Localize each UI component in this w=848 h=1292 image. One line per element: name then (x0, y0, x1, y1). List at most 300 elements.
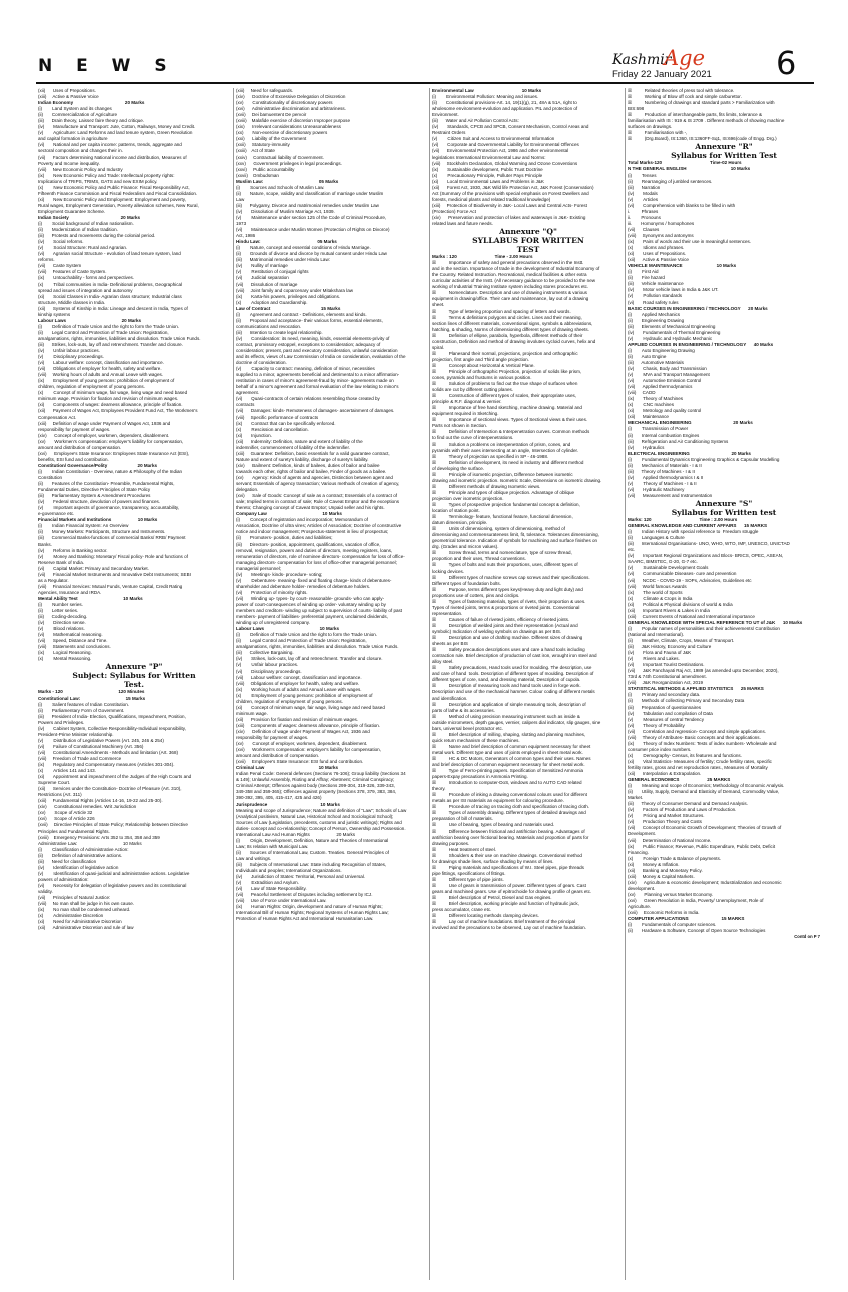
syllabus-line: Individuals and peoples; International Organizations. (236, 868, 342, 874)
syllabus-line: (xi) Need for Administrative Discretion (38, 919, 122, 925)
syllabus-line: (xvii) Economic Reforms in India. (628, 910, 700, 916)
syllabus-line: (iv) Unfair labour practices. (38, 348, 100, 354)
syllabus-line: towards each other, rights of bailor and bailee, Finder of goods as a bailee. (236, 468, 387, 474)
syllabus-line: Principles and Fundamental Rights. (38, 828, 110, 834)
syllabus-line: ☒ Causes of failure of riveted joints, efficiency of riveted joints. (432, 616, 570, 622)
syllabus-line: (viii) Determination of National Income. (628, 837, 712, 843)
syllabus-line: (v) Extradition and Asylum. (236, 880, 299, 886)
syllabus-line: ☒ Brief description, working principle and function of hydraulic jack, (432, 901, 579, 907)
syllabus-line: supplied to a minor, agreements beneficial and detrimental to a minor affirmation- (236, 372, 400, 378)
syllabus-line: (i) Nature, concept and essential conditions of Hindu Marriage. (236, 245, 371, 251)
syllabus-line: (iii) Need for classification (38, 858, 97, 864)
syllabus-line: Act, 1986 (236, 233, 256, 239)
syllabus-line: (iii) Theory of Machines - I & II (628, 468, 695, 474)
syllabus-line: (iii) Strikes, lock-outs, lay off and retrenchment. Transfer and closure. (38, 341, 183, 347)
syllabus-line: sheet. (432, 302, 445, 308)
syllabus-line: spiral. (432, 344, 445, 350)
syllabus-line: fertility rates, gross and net reproduction rates., Measures of Mortality (628, 764, 768, 770)
syllabus-line: managing directors- compensation for loss of office-other managerial personnel; (236, 559, 397, 565)
syllabus-line: (xix) Irrelevant considerations Unreasonableness (236, 124, 341, 130)
syllabus-line: (xii) Indemnity: Definition, nature and extent of liability of the (236, 438, 363, 444)
annexure-heading: TEST (516, 245, 540, 255)
syllabus-line: responsibility for payment of wages. (38, 426, 111, 432)
syllabus-line: ☒ Safety precautions, Hand tools used for moulding. The description, use (432, 665, 592, 671)
syllabus-line: of developing the surface. (432, 465, 485, 471)
syllabus-line: (xvi) Scope of Article 226 (38, 816, 95, 822)
syllabus-line: (ii) Weather, Climate, Crops, Means of Transport. (628, 637, 735, 643)
syllabus-line: Banks. (38, 541, 52, 547)
syllabus-line: powers of administration: (38, 876, 89, 882)
syllabus-line: benefits, ESI fund and contribution. (38, 456, 109, 462)
syllabus-line: (xiv) Bailment: Definition, kinds of bailees, duties of bailor and bailee (236, 462, 380, 468)
syllabus-line: Fifteenth Finance Commission and Fiscal Federalism and Fiscal Consolidation. (38, 190, 198, 196)
header-rule (36, 82, 814, 84)
syllabus-line: ☒ Safety precaution descriptions uses and care a hand tools including (432, 647, 585, 653)
syllabus-line: (viii) Working hours of adults and Annual Leave with wages. (38, 372, 164, 378)
syllabus-line: (iv) Consideration: its need, meaning, kinds, essential elements-privity of (236, 335, 390, 341)
syllabus-line: (ix) Pairs of words and their use in meaningful sentences. (628, 239, 752, 245)
syllabus-line: ☒ Type of Ferro-printing papers. Specification of Sensitized Ammonia (432, 768, 584, 774)
syllabus-line: metal work. Different type and uses of joints employed in sheet metal work. (432, 749, 583, 755)
syllabus-line: ☒ Procedure of inking a drawing conventional colours used for different (432, 792, 587, 798)
syllabus-line: (v) Identification of quasi-judicial and administrative actions. Legislative (38, 870, 190, 876)
syllabus-line: curricular activities of the Instt. (All necessary guidance to be provided to the new (432, 278, 596, 284)
syllabus-line: (vi) Capital Market: Primary and Secondary Market. (38, 565, 149, 571)
syllabus-line: (i) Land System and its changes (38, 106, 112, 112)
section-heading: Labour Laws 20 Marks (38, 317, 142, 323)
syllabus-line: (viii) New Economic Policy and Industry (38, 166, 123, 172)
syllabus-line: (viii) Specific performance of contracts (236, 414, 319, 420)
syllabus-line: (xiii) Current Events of National and International importance (628, 613, 755, 619)
masthead-prefix: Kashmir (612, 52, 672, 68)
syllabus-line: ☒ Terms & definitions polygons and circles. Lines and their meaning, (432, 314, 582, 320)
syllabus-line: (vii) Factors determining National income and distribution, Measures of (38, 154, 187, 160)
syllabus-line: ☒ Shoulders & their use on machine drawings. Conventional method (432, 852, 582, 858)
syllabus-line: (ii) Internal combustion Engines (628, 432, 700, 438)
syllabus-line: ☒ Definition of ellipse, parabola, hyperbola, different methods of their (432, 332, 583, 338)
syllabus-line: (ii) Constitutional provisions-Art. 14, 19(1)(g), 21, 48A & 51A, right to (432, 100, 577, 106)
syllabus-line: wholesome environment-evolution and application. PIL and protection of (432, 106, 578, 112)
syllabus-line: (x) New Economic Policy and Public Finance: Fiscal Responsibility Act, (38, 184, 190, 190)
syllabus-line: (v) Debentures- meaning- fixed and floating charge- kinds of debentures- (236, 577, 392, 583)
syllabus-line: ☒ Types of fastening materials, types of rivets, their proportion & uses. (432, 598, 586, 604)
syllabus-line: (iii) Subjects of International Law: State including Recognition of States, (236, 862, 387, 867)
syllabus-line: (xi) Social Classes in India- Agrarian class structure; Industrial class (38, 293, 182, 299)
syllabus-line: winding up of unregistered company. (236, 620, 310, 626)
syllabus-line: (x) Idioms and phrases. (628, 245, 685, 251)
syllabus-line: dimensioning and commensurateness limit, fit, tolerance. Tolerances dimensioning, (432, 532, 599, 538)
syllabus-line: (ii) Modernization of Indian tradition. (38, 227, 118, 233)
syllabus-line: (i) Indian Financial System: An Overview (38, 523, 129, 529)
syllabus-line: Environment. (432, 112, 459, 118)
syllabus-line: (xv) Agency: Kinds of agents and agencies, Distinction between agent and (236, 475, 393, 480)
syllabus-line: the Country. Related Instruction. Recreational, medical facilities & other extra (432, 272, 587, 278)
syllabus-line: (xviii) Malafide exercise of discretion Improper purpose (236, 118, 350, 124)
syllabus-line: and its effects, views of Law Commission of India on consideration, evaluation of the (236, 354, 406, 360)
syllabus-line: (vi) Maintenance under Muslim Women (Protection of Rights on Divorce) (236, 227, 390, 233)
syllabus-line: legislations International Environmental Law and Norms: (432, 154, 546, 160)
section-heading: Jurisprudence 10 Marks (236, 801, 340, 807)
syllabus-line: projection, first angle and Third angle projection. (432, 356, 529, 362)
syllabus-line: (vi) Quasi-contracts of certain relations resembling those created by (236, 396, 380, 402)
syllabus-line: (iii) President of India- Election, Qualifications, Impeachment, Position, (38, 713, 186, 719)
syllabus-line: (xiv) Definition of wage under Payment of Wages Act, 1936 and (236, 728, 370, 734)
section-heading: Company Law 10 Marks (236, 511, 342, 517)
syllabus-line: related laws and future needs. (432, 221, 493, 227)
syllabus-line: ☒ Types of bolts and nuts their proportions, uses, different types of (432, 562, 578, 568)
syllabus-line: (ix) No man shall be condemned unheard. (38, 907, 131, 913)
syllabus-line: (xv) Constitutionality of discretionary powers (236, 100, 333, 106)
issue-date: Friday 22 January 2021 (612, 69, 712, 80)
syllabus-line: ☒ Nomenclature. Description and use of drawing instruments & various (432, 290, 587, 296)
syllabus-line: equipment required in Sketching. (432, 411, 499, 417)
syllabus-line: Sources of Law (Legislation, precedents, customs and juristic writings); Rights and (236, 819, 402, 825)
syllabus-line: and in the section. Importance of trade in the development of Industrial Economy of (432, 266, 600, 272)
syllabus-line: shareholder and debenture holder- remedies of debenture holders. (236, 583, 371, 589)
syllabus-line: ☒ Use of gears in transmission of power. Different types of gears. Cast (432, 882, 586, 888)
syllabus-line: sale; Implied terms in contract of sale; Rule of Caveat Emptor and the exceptions (236, 499, 400, 505)
section-heading: Constitutional Law: 15 Marks (38, 695, 146, 701)
syllabus-line: (vii) Peaceful Settlement of Disputes including settlement by ICJ. (236, 892, 373, 898)
syllabus-line: geometrical tolerance. Indication of symbols for machining and surface finishes on (432, 538, 598, 544)
syllabus-line: Employment Guarantee Scheme. (38, 208, 106, 214)
syllabus-line: ☒ Concept about Horizontal & Vertical Plane. (432, 362, 535, 368)
syllabus-line: (iii) Commercial Banks-functions of commercial Banks/ RRB/ Payment (38, 535, 186, 541)
syllabus-line: ☒ Theory of projection as specified in SP - 46-1988. (432, 453, 549, 459)
syllabus-line: (xi) Components of wages: dearness allowance, principle of fixation. (38, 402, 183, 408)
syllabus-line: (i) Number series. (38, 601, 83, 607)
syllabus-line: (iv) Jurisdiction of States: Territorial, Personal and Universal. (236, 874, 366, 880)
column-4 (628, 88, 820, 1280)
column-2 (236, 88, 428, 1280)
syllabus-line: (i) Auto Engineering Drawing (628, 347, 695, 353)
syllabus-line: (x) CNC machines (628, 402, 674, 408)
syllabus-line: iii. Homonyms / homophones (628, 220, 695, 226)
syllabus-line: (iv) Manufacture and Transport: Jute, Cotton, Railways, Money and Credit. (38, 124, 196, 130)
syllabus-line: ☒ Method of using precision measuring instrument such as inside & (432, 713, 580, 719)
section-heading: BASIC COURSES IN ENGINEERING / TECHNOLOGY 20 Marks (628, 305, 768, 311)
syllabus-line: Constitution (38, 475, 63, 480)
section-heading: Criminal Law 10 Marks (236, 765, 339, 771)
syllabus-line: (xxii) Statutory-immunity (236, 142, 290, 148)
syllabus-line: (vi) Agrarian social Structure - evolution of land tenure system, land (38, 251, 181, 257)
syllabus-line: (iv) Fundamentals of Thermal Engineering (628, 329, 721, 335)
syllabus-line: (x) Mental Reasoning. (38, 656, 92, 662)
syllabus-line: (i) First Aid (628, 269, 659, 275)
syllabus-line: sheets as per BIS (432, 641, 468, 647)
syllabus-line: (i) Concept of registration and incorporation; Memorandum of (236, 517, 368, 523)
annexure-heading: SYLLABUS FOR WRITTEN (472, 236, 584, 246)
syllabus-line: (ii) Features of the Constitution- Preamble, Fundamental Rights, (38, 481, 175, 487)
section-heading: GENERAL KNOWLEDGE AND CURRENT AFFAIRS 15 MARKS (628, 523, 768, 529)
syllabus-line: (vi) Protection of minority rights. (236, 589, 308, 595)
syllabus-line: (xii) Payment of Wages Act, Employees Provident Fund Act, The Workmen's (38, 408, 198, 414)
syllabus-line: press accumulator, crane etc. (432, 907, 492, 913)
syllabus-line: (viii) No man shall be judge in his own cause. (38, 901, 135, 907)
syllabus-line: (viii) Synonyms and antonyms (628, 232, 694, 238)
syllabus-line: (xiv) Agriculture & economic development; Industrialization and economic (628, 879, 782, 885)
syllabus-line: location of station point. (432, 508, 480, 514)
syllabus-line: agreement. (236, 390, 260, 396)
syllabus-line: (xi) Uses of Prepositions. (628, 251, 687, 257)
syllabus-line: (xi) Metrology and quality control (628, 408, 702, 414)
syllabus-line: (v) Measures of central Tendency (628, 716, 704, 722)
syllabus-line: Market. (628, 795, 644, 801)
syllabus-line: (i) Social background of Indian nationalism. (38, 221, 134, 227)
syllabus-line: (ix) Contract that can be specifically enforced. (236, 420, 336, 426)
syllabus-line: Parts not shown in Section. (432, 423, 488, 429)
syllabus-line: (xiv) Concept of employer, workmen, dependent, disablement. (38, 432, 170, 438)
syllabus-line: ☒ Brief description of Petrol, Diesel and Gas engines. (432, 895, 552, 901)
section-heading: MECHANICAL ENGINEERING 20 Marks (628, 420, 753, 426)
syllabus-line: (xiii) Fundamental Rights (Articles 14-16, 19-22 and 25-30). (38, 798, 163, 804)
syllabus-line: (iv) Reforms in Banking sector. (38, 547, 108, 553)
syllabus-line: (iii) Preparation of questionnaires (628, 704, 702, 710)
syllabus-line: ☒ Types of assembly drawing. Different types of detailed drawings and (432, 810, 586, 816)
syllabus-line: (xi) New Economic Policy and Employment: Employment and poverty, (38, 196, 186, 202)
syllabus-line: Act (Summary of the provisions with special emphasis on Forest Dwellers and (432, 190, 589, 196)
masthead-logo (612, 46, 742, 82)
syllabus-line: (viii) Financial Services: Mutual Funds, Venture Capital, Credit Rating (38, 583, 183, 589)
syllabus-line: (ii) Legal Control and Protection of Trade Union: Registration, (38, 329, 169, 335)
syllabus-line: (vii) Caste System (38, 263, 82, 269)
syllabus-line: (iv) Modals (628, 190, 658, 196)
syllabus-line: construction, Definition and method of drawing involutes cycloid curves, helix and (432, 338, 596, 344)
syllabus-line: (x) Demography- Census, its features and functions. (628, 752, 742, 758)
syllabus-line: (i) Primary and secondary data. (628, 692, 701, 698)
syllabus-line: (vii) Applied thermodynamics (628, 384, 693, 390)
syllabus-line: (ii) Grounds of divorce and divorce by mutual consent under Hindu Law (236, 251, 387, 257)
syllabus-line: (xiii) Need for safeguards. (236, 88, 294, 93)
syllabus-line: (xii) Interpolation & Extrapolation. (628, 771, 702, 777)
syllabus-line: antifriction bearing over frictional bearing. Materials and proportion of parts for (432, 834, 589, 840)
section-heading: Constitution/ Governance/Polity 20 Marks (38, 462, 158, 468)
syllabus-line: (Protection) Force Act (432, 208, 476, 214)
syllabus-line: (vi) Law of State Responsibility. (236, 886, 307, 892)
syllabus-line: 1973 (236, 221, 247, 227)
syllabus-line: reforms. (38, 257, 55, 263)
syllabus-line: kinship systems (38, 311, 71, 317)
syllabus-line: indemnifier, commencement of liability of the indemnifier. (236, 444, 350, 450)
syllabus-line: (vi) Production Theory and Costs (628, 819, 702, 825)
syllabus-line: Rural wages, Employment Generation, Poverty alleviation schemes, New Rural, (38, 202, 199, 208)
syllabus-line: (v) Disciplinary proceedings. (38, 354, 104, 360)
syllabus-line: drawing purposes. (432, 840, 470, 846)
annexure-heading: Subject: Syllabus for Written (72, 671, 196, 681)
syllabus-line: spread and issues of integration and autonomy (38, 287, 133, 293)
syllabus-line: Protection of Human Rights Act and International Humanitarian Law. (236, 916, 374, 922)
syllabus-line: (v) Rivers and Lakes. (628, 656, 680, 662)
syllabus-line: (xii) Services under the Constitution- Doctrine of Pleasure (Art. 310), (38, 786, 182, 792)
column-divider (625, 88, 626, 1280)
syllabus-line: restitution in cases of minor's agreement-fraud by minor- agreements made on (236, 378, 394, 384)
syllabus-line: (vi) Disciplinary proceedings. (236, 668, 302, 674)
syllabus-line: (ii) Languages & Culture (628, 535, 685, 541)
syllabus-line: (v) Hydraulic and Hydraulic Mechanic (628, 335, 713, 341)
syllabus-line: Implications of TRIPS, TRIMS, GATS and new EXIM policy. (38, 178, 158, 184)
syllabus-line: 73rd & 74th Constitutional amendment. (628, 674, 707, 680)
syllabus-line: (xvi) Workmen's compensation: employer's liability for compensation, (236, 747, 381, 753)
syllabus-line: (iii) Coding-decoding. (38, 614, 88, 620)
syllabus-line: (iv) Applied thermodynamics I & II (628, 474, 704, 480)
syllabus-line: (ix) Human Rights: Origin, development and nature of Human Rights; (236, 904, 383, 910)
syllabus-line: Indian Penal Code: General defences (Sections 76-106); Group liability (Sections 34 (236, 771, 406, 777)
syllabus-line: ☒ Related theories of press tool with tolerance. (628, 88, 735, 93)
syllabus-line: (iii) Parliamentary System & Amendment Procedures (38, 493, 151, 499)
syllabus-line: equipment in drawing/office. Their care and maintenance, lay out of a drawing (432, 296, 589, 302)
syllabus-line: (v) Important aspects of governance, transparency, accountability, (38, 505, 180, 511)
syllabus-line: (iii) Directors- position, appointment, qualifications, vacation of office, (236, 541, 381, 547)
syllabus-line: proportion and their uses, Thread conventions. (432, 556, 526, 562)
syllabus-line: (vi) Comprehension with blanks to be filled in with (628, 202, 736, 208)
syllabus-line: (i) Tenses (628, 172, 657, 178)
syllabus-line: (xii) Maintenance (628, 414, 669, 420)
syllabus-line: (iv) Factors of Production and Laws of Production. (628, 807, 737, 813)
syllabus-line: (iv) Important Regional Organizations and Blocs- BRICS, OPEC, ASEAN, (628, 553, 784, 559)
syllabus-line: and identification. (432, 695, 468, 701)
syllabus-line: (xiii) Definition of wage under Payment of Wages Act, 1936 and (38, 420, 171, 426)
syllabus-line: e-governance etc. (38, 511, 75, 517)
syllabus-line: datum dimension, principle. (432, 520, 488, 526)
syllabus-line: (xvi) Employee's State Insurance: Employees State Insurance Act (ESI), (38, 450, 190, 456)
syllabus-line: ☒ Importance of safety and general precautions observed in the Instt. (432, 260, 584, 266)
section-heading: STATISTICAL METHODS & APPLIED STATISTICS 25 MARKS (628, 686, 764, 692)
syllabus-line: (iii) J&K History, Economy and Culture (628, 644, 712, 650)
syllabus-line: ☒ Units of dimensioning, system of dimensioning, method of (432, 526, 565, 532)
section-heading: Mental Ability Test 10 Marks (38, 595, 143, 601)
syllabus-line: (xxvii) Ombudsman (236, 172, 279, 178)
syllabus-line: (ii) Nature, scope, validity and classification of marriage under Muslim (236, 190, 384, 196)
syllabus-line: President-Prime Minister relationship. (38, 731, 114, 737)
syllabus-line: gears and machined gears. Use of epitrochoide for drawing profile of gears etc. (432, 889, 592, 894)
syllabus-line: (x) Administrative Discretion (38, 913, 104, 919)
syllabus-line: proportions use of cotters, pins and circlips. (432, 592, 520, 598)
annexure-heading: Syllabus for Written Test (671, 151, 777, 161)
syllabus-line: (xxv) Government privileges in legal proceedings. (236, 160, 342, 166)
syllabus-line: (i) Classification of Administrative Action: (38, 846, 129, 852)
syllabus-line: (x) Rescission and cancellation. (236, 426, 309, 432)
syllabus-line: (i) Origin, Development, Definition, Nature and Theories of International (236, 837, 389, 843)
syllabus-line: (vi) Judicial separation (236, 275, 289, 281)
syllabus-line: alloy steel. (432, 659, 454, 665)
syllabus-line: behalf of a minor's agreement and formal evaluation of the law relating to minor's (236, 384, 399, 390)
syllabus-line: forests, medicinal plants and related traditional knowledge) (432, 196, 551, 202)
syllabus-line: Types of riveted joints, terms & proportions or riveted joints. Conventional (432, 604, 580, 610)
syllabus-line: ☒ Name and brief description of common equipment necessary for sheet (432, 743, 591, 749)
syllabus-line: ☒ Familiarisation with -, (628, 130, 688, 136)
syllabus-line: (ii) Money Markets: Participants, Structure and Instruments. (38, 529, 166, 535)
syllabus-line: projection over isometric projection. (432, 495, 504, 501)
section-heading: COMPUTER APPLICATIONS 15 MARKS (628, 916, 745, 922)
syllabus-line: (i) Definition of Trade Union and the right to form the Trade Union. (38, 323, 180, 329)
annexure-heading: Annexure "S" (695, 499, 753, 509)
syllabus-line: ☒ HC & DC Motors, Generators of common types and their uses. Names (432, 755, 591, 761)
syllabus-line: (iv) Federal structure, devolution of powers and finances. (38, 499, 161, 505)
section-heading: Marks: 120 Time : 2.00 Hours (628, 517, 738, 523)
syllabus-line: responsibility for payment of wages. (236, 735, 309, 741)
syllabus-line: (i) Definition of Trade Union and the right to form the Trade Union. (236, 632, 378, 638)
syllabus-line: metals as per ISI materials an equipment for colouring procedure. (432, 798, 564, 804)
syllabus-line: (xv) Planning versus Market Economy. (628, 891, 714, 897)
syllabus-line: ii. Pronouns (628, 214, 661, 220)
syllabus-line: communications and revocation. (236, 323, 302, 329)
syllabus-line: Agencies, Insurance and IRDA. (38, 589, 102, 595)
annexure-heading: Syllabus for Written test (671, 508, 777, 518)
syllabus-line: development. (628, 885, 656, 891)
masthead-suffix: Age (664, 46, 706, 70)
syllabus-line: (vii) NCDC - COVID-19 - SOPs, Advisories, Guidelines etc (628, 577, 752, 583)
syllabus-line: duties- concept and co-relationship; Concept of Person, Ownership and Possession. (236, 825, 406, 831)
syllabus-line: (ii) Rearranging of jumbled sentences. (628, 178, 713, 184)
syllabus-line: (iii) Protests and movements during the colonial period. (38, 233, 156, 239)
syllabus-line: (xi) Concept of minimum wage, fair wage, living wage and need based (236, 704, 385, 710)
syllabus-line: (ii) Methods of collecting Primary and Secondary Data (628, 698, 745, 704)
syllabus-line: (iii) Theory of Consumer Demand and Demand Analysis. (628, 801, 748, 807)
section-heading: ELECTRICAL ENGINEERING 20 Marks (628, 450, 751, 456)
syllabus-line: ☒ Type of lettering proportion and spacing of letters and words. (432, 308, 571, 314)
syllabus-line: (ii) Auto Engine (628, 353, 667, 359)
syllabus-line: (xii) Banking and Monetary Policy. (628, 867, 703, 873)
syllabus-line: (ix) Public Finance; Revenue, Public Expenditure, Public Debt, Deficit (628, 843, 776, 849)
syllabus-line: (vi) Corporate and Governmental Liability for Environmental Offences (432, 142, 579, 148)
syllabus-line: (ix) The world of Sports (628, 589, 683, 595)
syllabus-line: 390-392, 395, 405, 415-417, 425 and 426) (236, 795, 322, 801)
syllabus-line: (ii) Promoters- position, duties and liabilities; (236, 535, 333, 541)
syllabus-line: to find out the curve of interpenetrations. (432, 435, 514, 441)
syllabus-line: (xv) Concept of employer, workmen, dependent, disablement. (236, 741, 368, 747)
section-heading: Hindu Law: 05 Marks (236, 239, 337, 245)
syllabus-line: Different types of foundation bolts. (432, 580, 501, 586)
syllabus-line: (xvi) Sale of Goods: Concept of sale as a contract; Essentials of a contract of (236, 493, 397, 499)
syllabus-line: (iv) Social reforms. (38, 239, 84, 245)
syllabus-line: amount and distribution of compensation. (236, 753, 320, 759)
column-1 (38, 88, 230, 1280)
syllabus-line: ☒ Different methods of drawing Isometric views. (432, 483, 541, 489)
syllabus-line: (iv) Motor vehicle laws in India & J&K UT. (628, 287, 719, 293)
syllabus-line: Law (236, 196, 245, 202)
syllabus-line: ☒ Different locating methods clamping devices. (432, 913, 539, 919)
syllabus-line: (vi) Necessity for delegation of legislative powers and its constitutional (38, 882, 187, 888)
syllabus-line: delegation. (236, 487, 259, 493)
continued-note: Contd on P 7 (794, 934, 820, 940)
syllabus-line: (xv) Scope of Article 32 (38, 810, 93, 816)
syllabus-line: (ii) Proposal and acceptance- their various forms, essential elements, (236, 317, 383, 323)
syllabus-line: ☒ (Drg.Board), IS:1360, IS:1360FF-Sq1, IS:696(code of Engg. Drg.) (628, 136, 777, 142)
syllabus-line: (vii) Environmental Protection Act, 1986 and other environmental (432, 148, 569, 154)
syllabus-line: (iv) Identification of legislative action (38, 864, 119, 870)
syllabus-line: managerial personnel; (236, 565, 281, 571)
section-heading: Marks - 120 120 Minutes (38, 689, 145, 695)
annexure-heading: Annexure "P" (105, 662, 163, 672)
syllabus-line: (vii) Clauses (628, 226, 660, 232)
syllabus-line: (v) Unfair labour practices. (236, 662, 299, 668)
syllabus-line: (i) Fundamental Dynamics Engineering Graphics & Capsular Modelling (628, 456, 780, 462)
syllabus-line: different types of core, sand, and dressing material, Description of cupola. (432, 677, 581, 683)
syllabus-line: (x) Foreign Trade & Balance of payments. (628, 855, 722, 861)
syllabus-line: ☒ Planesand their normal, projections, projection and orthographic (432, 350, 578, 356)
syllabus-line: (iii) Elements of Mechanical Engineering (628, 323, 716, 329)
syllabus-line: and capital formation in agriculture (38, 136, 108, 142)
syllabus-line: Compensation Act. (38, 414, 77, 420)
syllabus-line: cones, pyramids and frustums in various position. (432, 375, 532, 381)
syllabus-line: Description and use of the mechanical hammer. Colour coding of different metals (432, 689, 595, 695)
syllabus-line: (viii) World famous Awards (628, 583, 687, 589)
syllabus-line: (xiv) Preservation and protection of lakes and waterways in J&K- Existing (432, 214, 586, 220)
syllabus-line: (iv) Nullity of marriage (236, 263, 288, 269)
syllabus-line: (iii) Matrimonial remedies under Hindu Law: (236, 257, 331, 263)
syllabus-line: thereto; Changing concept of Caveat Emptor; Unpaid seller and his rights. (236, 505, 385, 511)
syllabus-line: minimum wage. (236, 710, 268, 716)
